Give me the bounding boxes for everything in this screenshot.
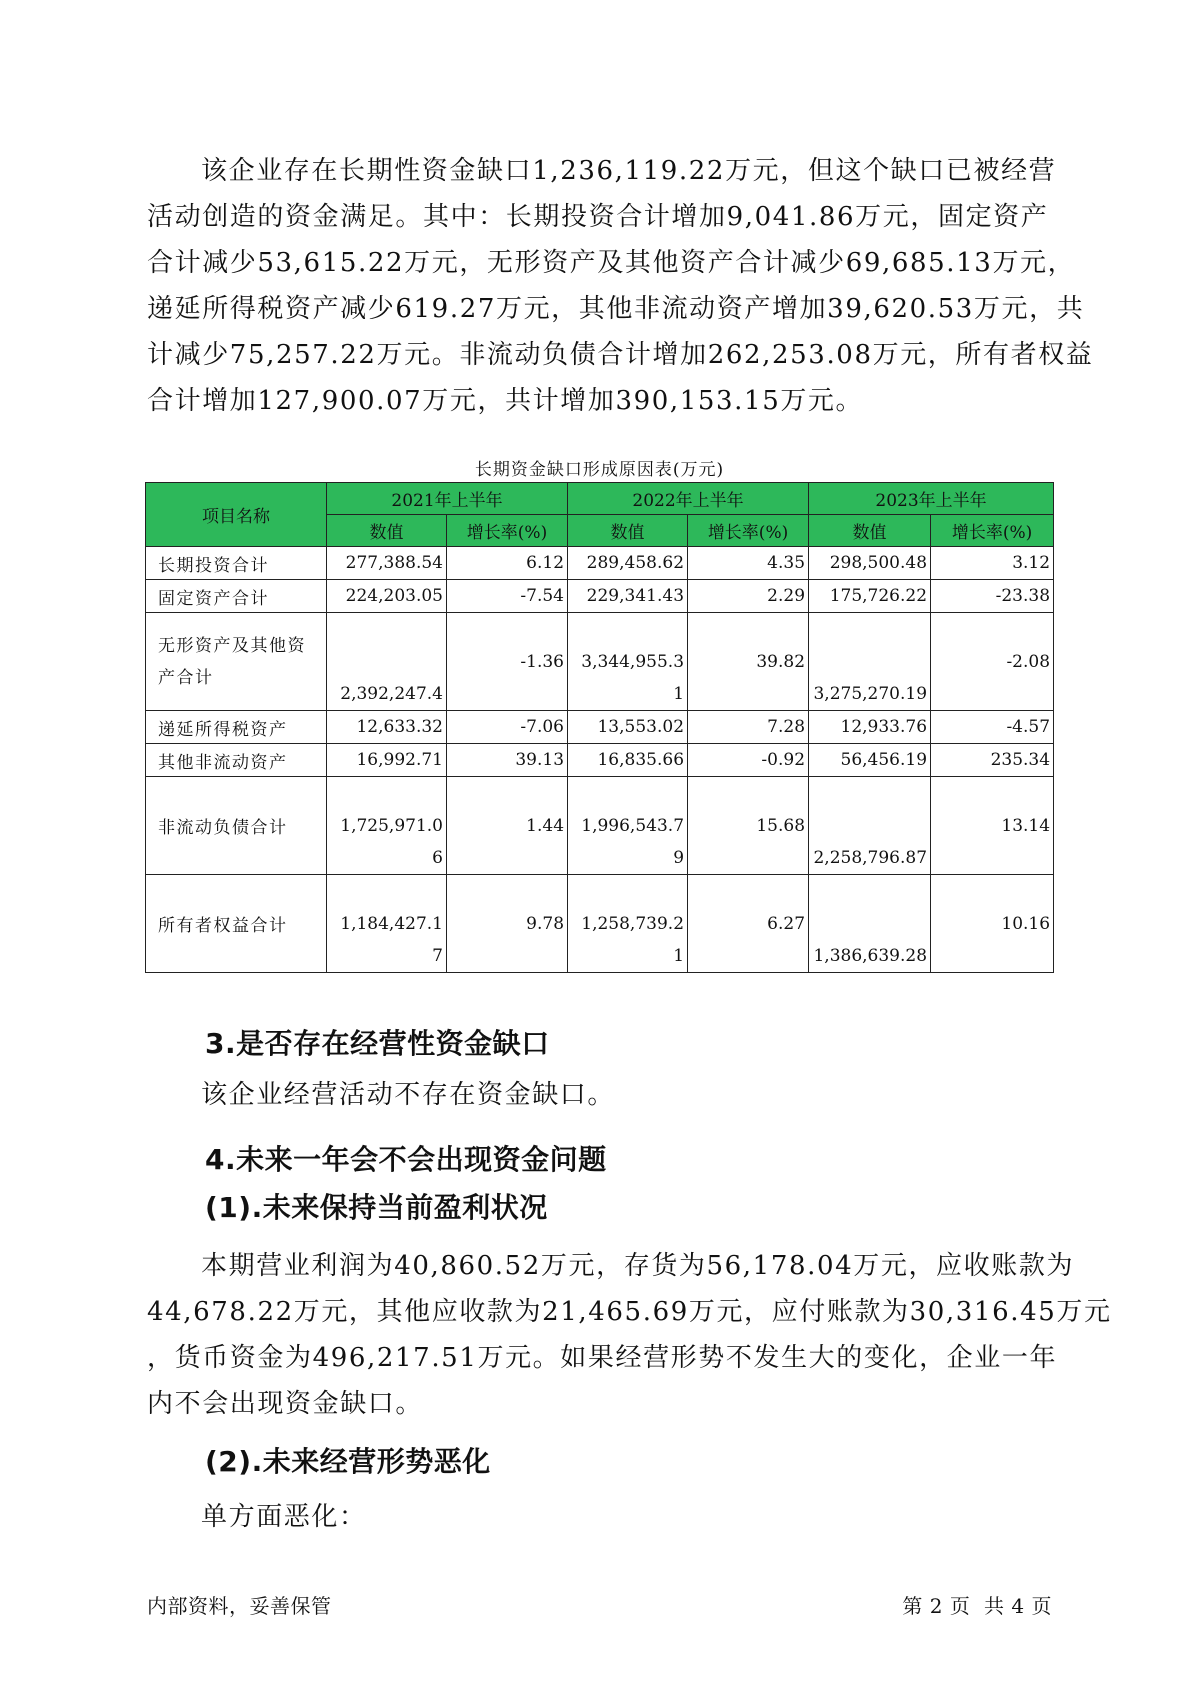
- subsection-2-heading: (2).未来经营形势恶化: [205, 1445, 491, 1478]
- footer-page-number: 第 2 页 共 4 页: [902, 1594, 1052, 1618]
- cell-value: 16,835.66: [568, 744, 688, 777]
- cell-growth: -1.36: [447, 613, 568, 711]
- table-row: [146, 875, 1054, 973]
- cell-value: 224,203.05: [327, 580, 447, 613]
- cell-value: 175,726.22: [809, 580, 931, 613]
- period-header: 2023年上半年: [809, 483, 1054, 515]
- row-name: 长期投资合计: [146, 547, 327, 580]
- intro-line: 计减少75,257.22万元。非流动负债合计增加262,253.08万元，所有者权益: [147, 340, 1094, 370]
- cell-value: 1,725,971.06: [327, 777, 447, 875]
- cell-growth: 235.34: [931, 744, 1054, 777]
- cell-value: 56,456.19: [809, 744, 931, 777]
- row-name: 非流动负债合计: [146, 777, 327, 875]
- cell-value: 3,344,955.31: [568, 613, 688, 711]
- intro-line: 该企业存在长期性资金缺口1,236,119.22万元，但这个缺口已被经营: [201, 156, 1057, 186]
- cell-growth: 2.29: [688, 580, 809, 613]
- value-header: 数值: [568, 515, 688, 547]
- intro-line: 活动创造的资金满足。其中：长期投资合计增加9,041.86万元，固定资产: [147, 202, 1049, 232]
- section-3-paragraph: [147, 1072, 1052, 1118]
- cell-growth: 39.82: [688, 613, 809, 711]
- cell-value: 1,258,739.21: [568, 875, 688, 973]
- table-row: [146, 744, 1054, 777]
- cell-value: 3,275,270.19: [809, 613, 931, 711]
- subsection-1-line: 内不会出现资金缺口。: [147, 1389, 424, 1419]
- row-name: 其他非流动资产: [146, 744, 327, 777]
- table-row: [146, 580, 1054, 613]
- intro-line: 合计增加127,900.07万元，共计增加390,153.15万元。: [147, 386, 864, 416]
- cell-growth: 6.12: [447, 547, 568, 580]
- table-row: [146, 777, 1054, 875]
- value-header: 数值: [327, 515, 447, 547]
- value-header: 数值: [809, 515, 931, 547]
- cell-value: 12,633.32: [327, 711, 447, 744]
- intro-paragraph: [147, 148, 1094, 424]
- cell-growth: -7.06: [447, 711, 568, 744]
- table-row: [146, 613, 1054, 711]
- item-name-header: 项目名称: [146, 483, 327, 547]
- subsection-1-line: 44,678.22万元，其他应收款为21,465.69万元，应付账款为30,316.45万元: [147, 1297, 1112, 1327]
- section-3-text: 该企业经营活动不存在资金缺口。: [201, 1080, 616, 1110]
- table-caption: 长期资金缺口形成原因表(万元): [474, 460, 725, 480]
- table-header-row: [146, 483, 1054, 515]
- cell-growth: 6.27: [688, 875, 809, 973]
- cell-value: 16,992.71: [327, 744, 447, 777]
- subsection-1-paragraph: [147, 1243, 1112, 1427]
- cell-growth: 10.16: [931, 875, 1054, 973]
- cell-growth: 1.44: [447, 777, 568, 875]
- cell-growth: -0.92: [688, 744, 809, 777]
- subsection-1-line: ，货币资金为496,217.51万元。如果经营形势不发生大的变化，企业一年: [147, 1343, 1058, 1373]
- cell-growth: 9.78: [447, 875, 568, 973]
- cell-value: 289,458.62: [568, 547, 688, 580]
- section-4-heading: 4.未来一年会不会出现资金问题: [205, 1143, 607, 1176]
- fund-gap-table: [145, 482, 1054, 973]
- cell-value: 229,341.43: [568, 580, 688, 613]
- cell-value: 12,933.76: [809, 711, 931, 744]
- cell-growth: 39.13: [447, 744, 568, 777]
- subsection-1-heading: (1).未来保持当前盈利状况: [205, 1191, 548, 1224]
- table-row: [146, 711, 1054, 744]
- cell-growth: 13.14: [931, 777, 1054, 875]
- footer-confidential-note: 内部资料，妥善保管: [147, 1594, 332, 1618]
- growth-header: 增长率(%): [447, 515, 568, 547]
- row-name: 固定资产合计: [146, 580, 327, 613]
- subsection-2-paragraph: [147, 1494, 1052, 1540]
- cell-value: 2,392,247.4: [327, 613, 447, 711]
- cell-growth: -2.08: [931, 613, 1054, 711]
- row-name: 递延所得税资产: [146, 711, 327, 744]
- cell-growth: 4.35: [688, 547, 809, 580]
- cell-value: 277,388.54: [327, 547, 447, 580]
- subsection-1-line: 本期营业利润为40,860.52万元，存货为56,178.04万元，应收账款为: [201, 1251, 1075, 1281]
- table-row: [146, 547, 1054, 580]
- cell-value: 1,386,639.28: [809, 875, 931, 973]
- intro-line: 合计减少53,615.22万元，无形资产及其他资产合计减少69,685.13万元，: [147, 248, 1076, 278]
- cell-growth: 15.68: [688, 777, 809, 875]
- cell-value: 13,553.02: [568, 711, 688, 744]
- cell-growth: -4.57: [931, 711, 1054, 744]
- period-header: 2022年上半年: [568, 483, 809, 515]
- section-3-heading: 3.是否存在经营性资金缺口: [205, 1027, 550, 1060]
- growth-header: 增长率(%): [931, 515, 1054, 547]
- row-name: 无形资产及其他资产合计: [146, 613, 327, 711]
- subsection-2-text: 单方面恶化：: [201, 1502, 367, 1532]
- cell-growth: 7.28: [688, 711, 809, 744]
- cell-growth: -7.54: [447, 580, 568, 613]
- cell-value: 2,258,796.87: [809, 777, 931, 875]
- cell-value: 1,184,427.17: [327, 875, 447, 973]
- growth-header: 增长率(%): [688, 515, 809, 547]
- cell-value: 1,996,543.79: [568, 777, 688, 875]
- cell-growth: 3.12: [931, 547, 1054, 580]
- period-header: 2021年上半年: [327, 483, 568, 515]
- cell-value: 298,500.48: [809, 547, 931, 580]
- row-name: 所有者权益合计: [146, 875, 327, 973]
- intro-line: 递延所得税资产减少619.27万元，其他非流动资产增加39,620.53万元，共: [147, 294, 1085, 324]
- cell-growth: -23.38: [931, 580, 1054, 613]
